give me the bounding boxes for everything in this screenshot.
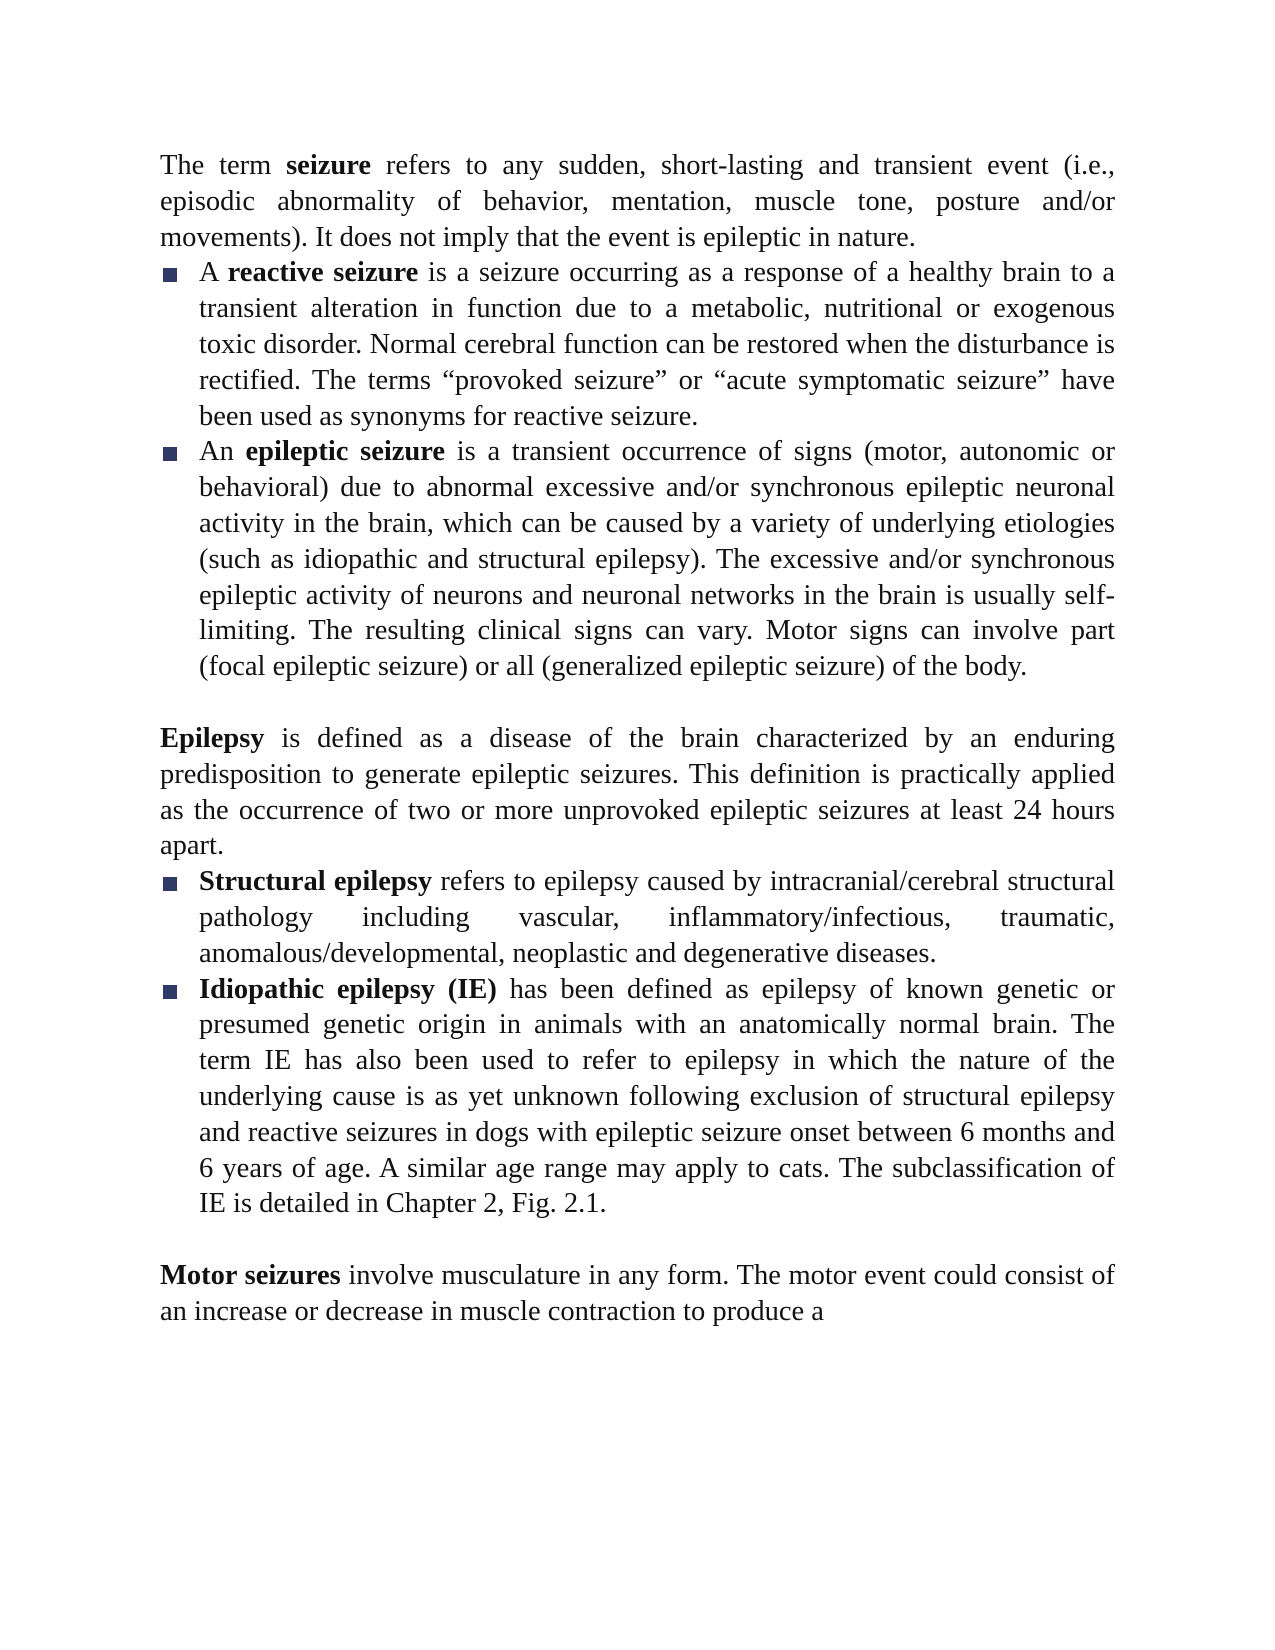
paragraph-gap [160, 1222, 1115, 1258]
text-run: refers to epilepsy caused by intracranial/cerebral structural pathology including vascular, inflammatory/infectious, traumatic, anomalous/developmental, neoplastic and degenerative diseases. [199, 866, 1116, 969]
paragraph-gap [160, 685, 1115, 721]
paragraph-epilepsy [160, 721, 1115, 864]
text-run: is a seizure occurring as a response of a healthy brain to a transient alteration in function due to a metabolic, nutritional or exogenous toxic disorder. Normal cerebral function can be restored when the disturbance is rectified. The terms “provoked seizure” or “acute symptomatic seizure” have been used as synonyms for reactive seizure. [199, 257, 1116, 432]
seizure-bullet-list [160, 255, 1115, 685]
list-item-structural-epilepsy [160, 864, 1115, 971]
document-page [160, 148, 1115, 1330]
paragraph-motor-seizures [160, 1258, 1115, 1330]
term-structural-epilepsy: Structural epilepsy [199, 866, 433, 898]
list-item-epileptic-seizure [160, 434, 1115, 685]
paragraph-seizure [160, 148, 1115, 255]
square-bullet-icon [163, 877, 177, 891]
term-reactive-seizure: reactive seizure [227, 257, 419, 289]
term-motor-seizures: Motor seizures [160, 1260, 341, 1292]
square-bullet-icon [163, 447, 177, 461]
text-run: A [199, 257, 228, 289]
term-epileptic-seizure: epileptic seizure [245, 436, 446, 468]
text-run: An [199, 436, 246, 468]
text-run: refers to any sudden, short-lasting and transient event (i.e., episodic abnormality of behavior, mentation, muscle tone, posture and/or movements). It does not imply that the event is epileptic in nature. [160, 150, 1115, 253]
text-run: The term [160, 150, 287, 181]
text-run: involve musculature in any form. The motor event could consist of an increase or decrease in muscle contraction to produce a [160, 1260, 1115, 1327]
list-item-idiopathic-epilepsy [160, 972, 1115, 1223]
text-run: has been defined as epilepsy of known genetic or presumed genetic origin in animals with an anatomically normal brain. The term IE has also been used to refer to epilepsy in which the nature of the underlying cause is as yet unknown following exclusion of structural epilepsy and reactive seizures in dogs with epileptic seizure onset between 6 months and 6 years of age. A similar age range may apply to cats. The subclassification of IE is detailed in Chapter 2, Fig. 2.1. [199, 973, 1115, 1220]
term-seizure: seizure [286, 150, 372, 181]
term-idiopathic-epilepsy: Idiopathic epilepsy (IE) [199, 973, 497, 1005]
square-bullet-icon [163, 985, 177, 999]
term-epilepsy: Epilepsy [160, 722, 265, 754]
text-run: is a transient occurrence of signs (motor, autonomic or behavioral) due to abnormal excessive and/or synchronous epileptic neuronal activity in the brain, which can be caused by a variety of underlying etiologies (such as idiopathic and structural epilepsy). The excessive and/or synchronous epileptic activity of neurons and neuronal networks in the brain is usually self-limiting. The resulting clinical signs can vary. Motor signs can involve part (focal epileptic seizure) or all (generalized epileptic seizure) of the body. [199, 436, 1115, 683]
text-run: is defined as a disease of the brain characterized by an enduring predisposition to generate epileptic seizures. This definition is practically applied as the occurrence of two or more unprovoked epileptic seizures at least 24 hours apart. [160, 722, 1115, 862]
list-item-reactive-seizure [160, 255, 1115, 434]
square-bullet-icon [163, 268, 177, 282]
epilepsy-bullet-list [160, 864, 1115, 1222]
